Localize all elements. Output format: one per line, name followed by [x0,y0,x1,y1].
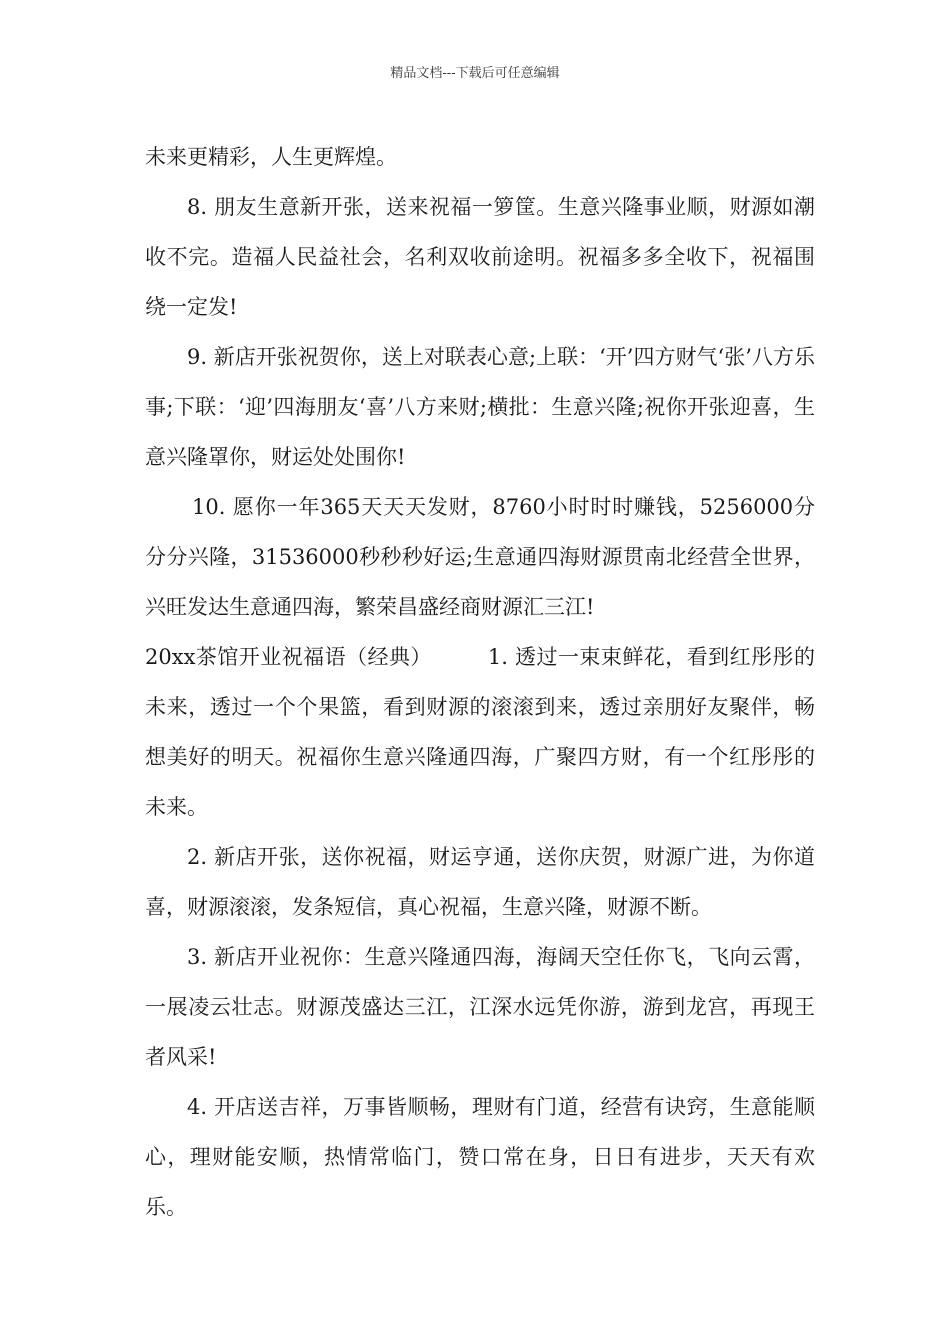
section-heading: 20xx茶馆开业祝福语（经典） [145,645,432,669]
paragraph-item-9: 9. 新店开张祝贺你，送上对联表心意;上联：‘开’四方财气‘张’八方乐事;下联：‘迎’四海朋友‘喜’八方来财;横批：生意兴隆;祝你开张迎喜，生意兴隆罩你，财运处处围你! [145,345,815,469]
paragraph-item-3: 3. 新店开业祝你：生意兴隆通四海，海阔天空任你飞，飞向云霄，一展凌云壮志。财源茂盛达三江，江深水远凭你游，游到龙宫，再现王者风采! [145,945,815,1069]
paragraph-item-4: 4. 开店送吉祥，万事皆顺畅，理财有门道，经营有诀窍，生意能顺心，理财能安顺，热情常临门，赞口常在身，日日有进步，天天有欢乐。 [145,1095,815,1219]
paragraph-item-2: 2. 新店开张，送你祝福，财运亨通，送你庆贺，财源广进，为你道喜，财源滚滚，发条短信，真心祝福，生意兴隆，财源不断。 [145,845,815,919]
paragraph-section-heading [145,632,815,832]
section-item-1: 1. 透过一束束鲜花，看到红彤彤的未来，透过一个个果篮，看到财源的滚滚到来，透过亲朋好友聚伴，畅想美好的明天。祝福你生意兴隆通四海，广聚四方财，有一个红彤彤的未来。 [145,645,815,819]
paragraph-item-10: 10. 愿你一年365天天天发财，8760小时时时赚钱，5256000分分分兴隆，31536000秒秒秒好运;生意通四海财源贯南北经营全世界，兴旺发达生意通四海，繁荣昌盛经商财源汇三江! [145,495,815,619]
paragraph-item-8: 8. 朋友生意新开张，送来祝福一箩筐。生意兴隆事业顺，财源如潮收不完。造福人民益社会，名利双收前途明。祝福多多全收下，祝福围绕一定发! [145,195,815,319]
document-body [145,132,815,1232]
page-header: 精品文档---下载后可任意编辑 [390,66,560,81]
paragraph-continuation: 未来更精彩，人生更辉煌。 [145,145,397,169]
